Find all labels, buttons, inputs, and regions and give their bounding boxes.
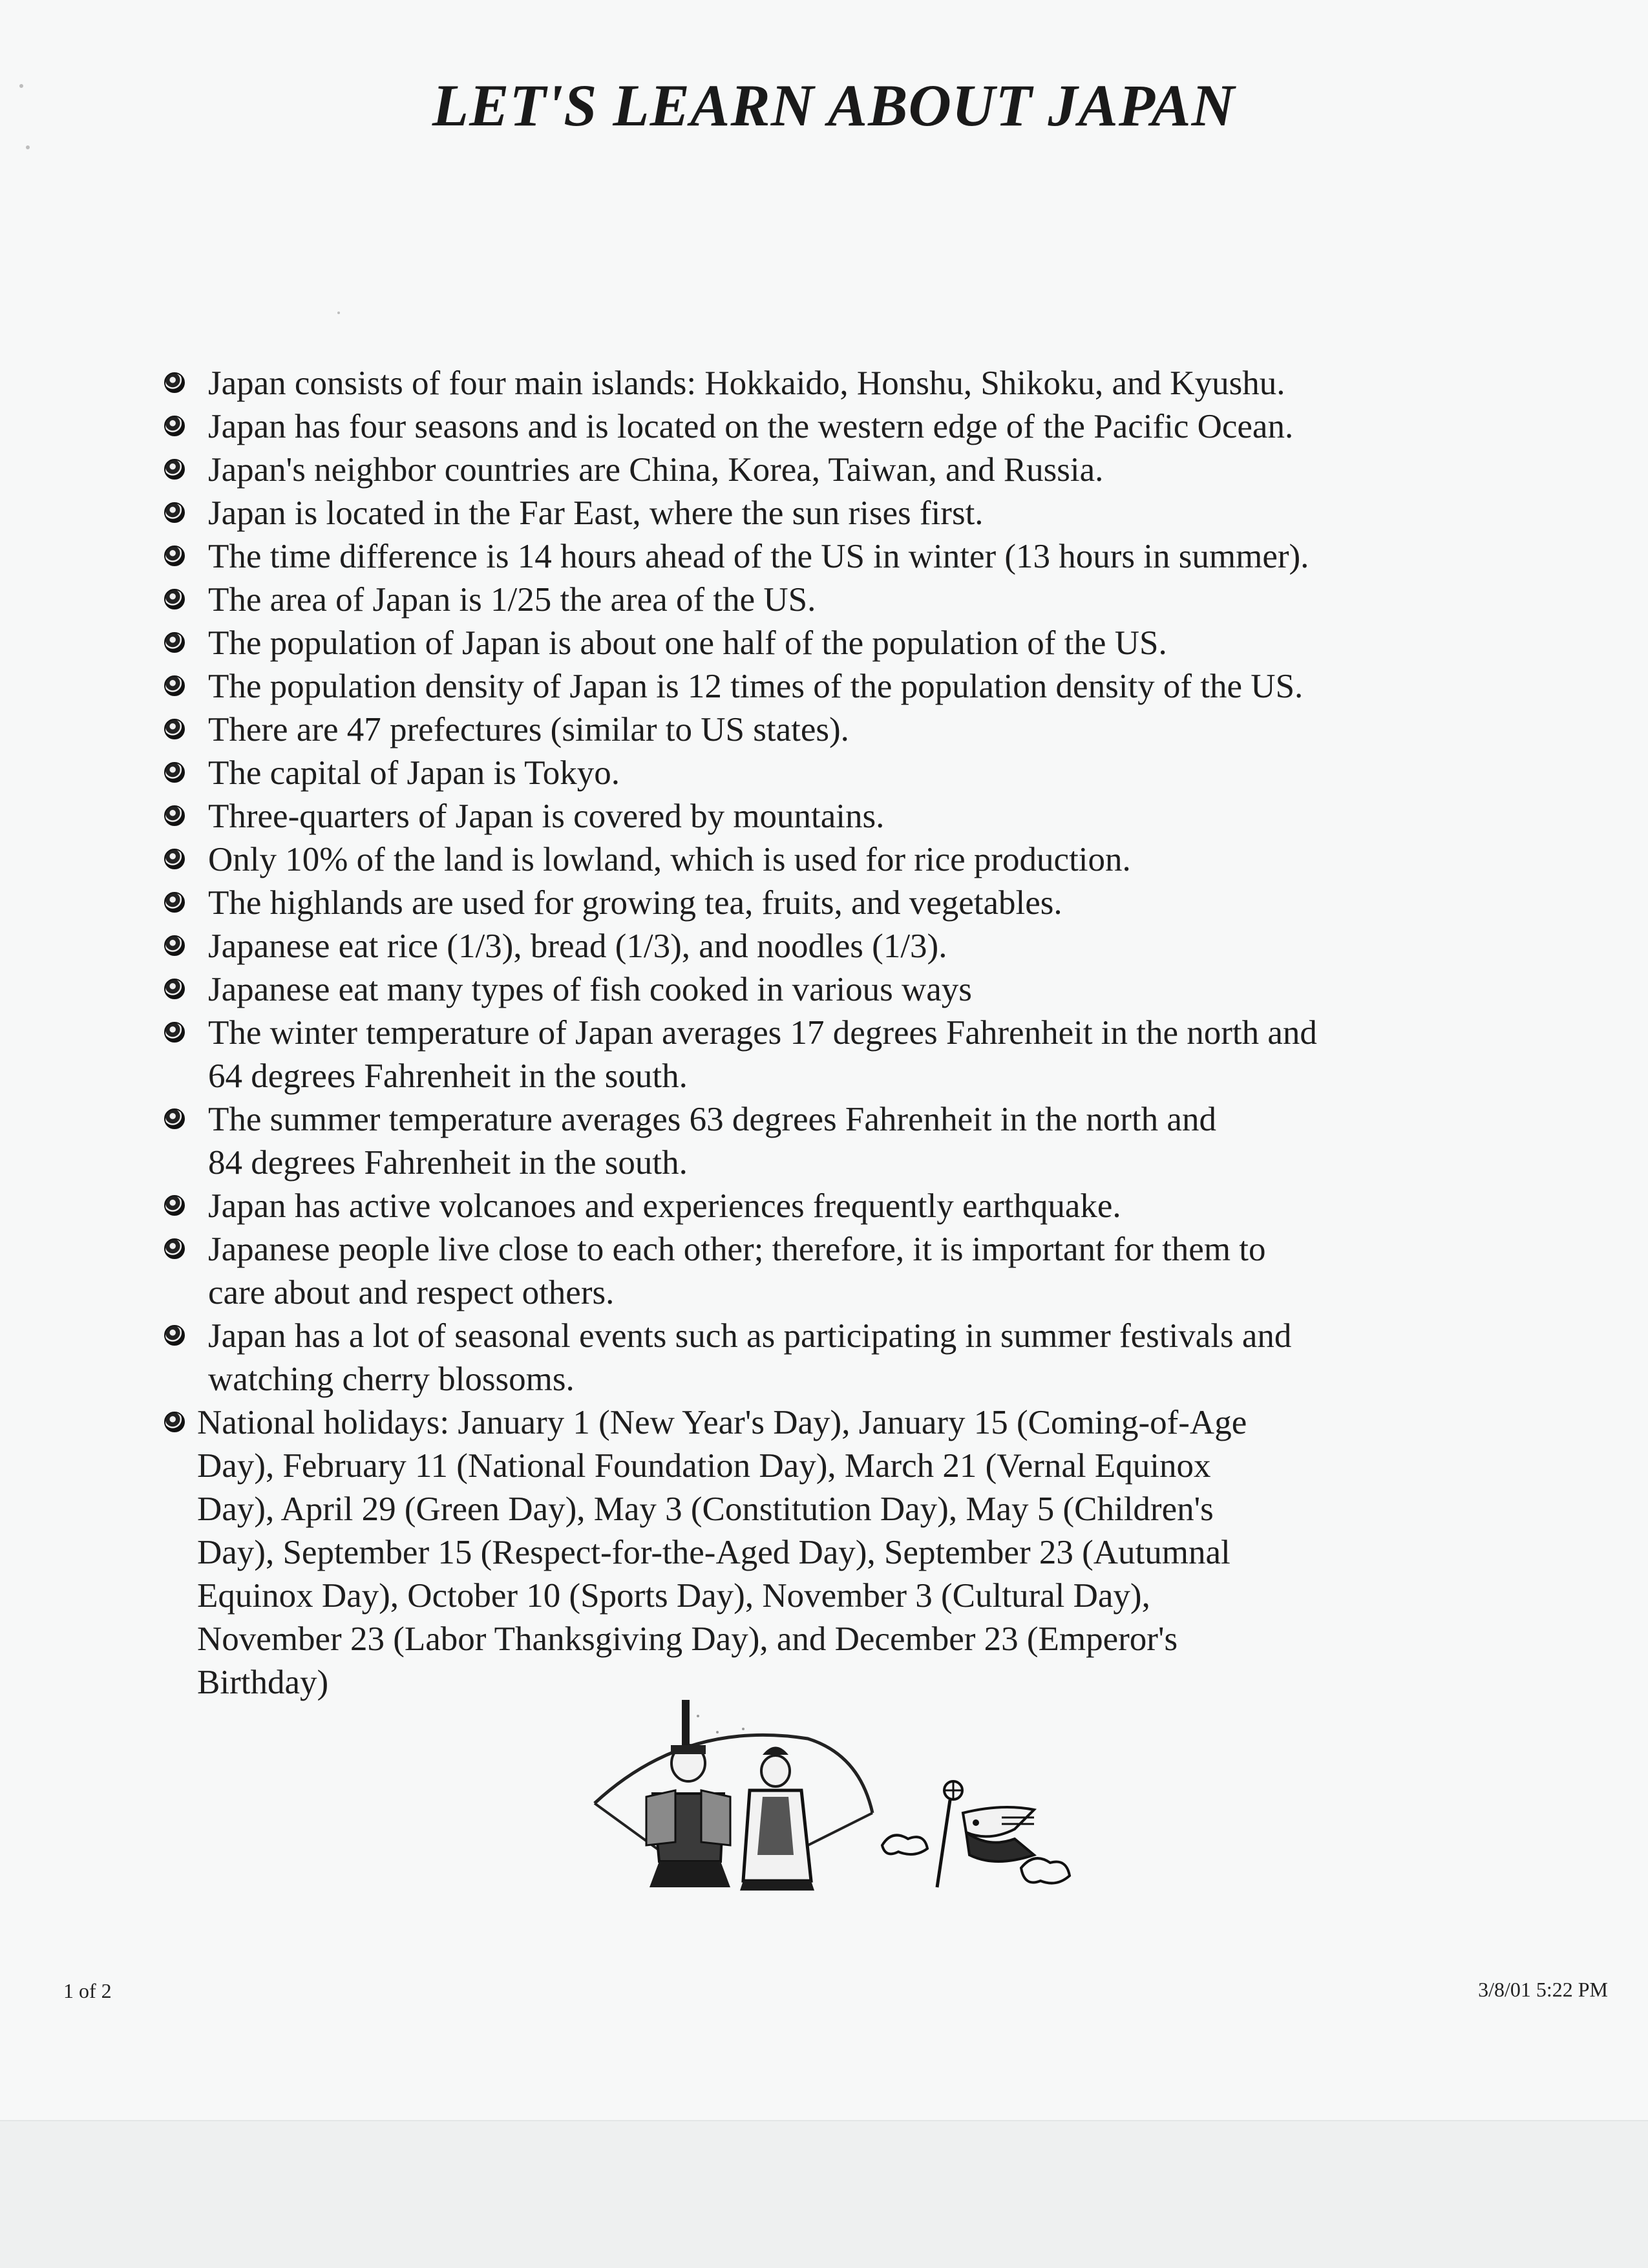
fact-text: The capital of Japan is Tokyo.: [208, 754, 620, 792]
globe-icon: [164, 459, 185, 480]
page-number: 1 of 2: [63, 1979, 112, 2002]
globe-icon: [164, 372, 185, 393]
fact-text: The population density of Japan is 12 times of the population density of the US.: [208, 668, 1304, 705]
globe-icon: [164, 416, 185, 436]
globe-icon: [164, 762, 185, 783]
list-item: [162, 449, 1454, 492]
fact-text: Japan has four seasons and is located on the western edge of the Pacific Ocean.: [208, 408, 1294, 445]
list-item: [162, 708, 1454, 752]
list-item: [162, 622, 1454, 665]
koinobori-carp-streamer-icon: [882, 1781, 1070, 1887]
fact-list: [162, 362, 1454, 1704]
fact-text: Japanese eat rice (1/3), bread (1/3), and noodles (1/3).: [208, 927, 947, 965]
globe-icon: [164, 805, 185, 826]
japanese-festival-illustration: [588, 1693, 1079, 1907]
globe-icon: [164, 849, 185, 869]
fact-text: The population of Japan is about one half of the population of the US.: [208, 624, 1167, 662]
print-timestamp: 3/8/01 5:22 PM: [1478, 1978, 1608, 2001]
fact-text: Japan is located in the Far East, where the sun rises first.: [208, 494, 984, 532]
globe-icon: [164, 675, 185, 696]
list-item: [162, 1315, 1454, 1401]
list-item: [162, 752, 1454, 795]
globe-icon: [164, 632, 185, 653]
globe-icon: [164, 1238, 185, 1259]
list-item: [162, 1228, 1454, 1315]
list-item: [162, 795, 1454, 838]
national-holidays-item: [162, 1401, 1454, 1704]
fact-text: Japan's neighbor countries are China, Korea, Taiwan, and Russia.: [208, 451, 1104, 489]
globe-icon: [164, 935, 185, 956]
globe-icon: [164, 502, 185, 523]
holidays-text: National holidays: January 1 (New Year's Day), January 15 (Coming-of-Age Day), February 11 (National Foundation Day), March 21 (Vernal Equinox Day), April 29 (Green Day), May 3 (Constitution Day), May 5 (Children's Day), September 15 (Respect-for-the-Aged Day), September 23 (Autumnal Equinox Day), October 10 (Sports Day), November 3 (Cultural Day), November 23 (Labor Thanksgiving Day), and December 23 (Emperor's Birthday): [197, 1404, 1247, 1701]
globe-icon: [164, 546, 185, 566]
globe-icon: [164, 1195, 185, 1216]
globe-icon: [164, 719, 185, 739]
globe-icon: [164, 1022, 185, 1043]
page-title: LET'S LEARN ABOUT JAPAN: [432, 72, 1236, 138]
list-item: [162, 1185, 1454, 1228]
list-item: [162, 925, 1454, 968]
globe-icon: [164, 1325, 185, 1346]
globe-icon: [164, 892, 185, 913]
list-item: [162, 968, 1454, 1012]
globe-icon: [164, 1412, 185, 1432]
fact-text: The area of Japan is 1/25 the area of the US.: [208, 581, 816, 619]
scan-background: [0, 2120, 1648, 2268]
fact-text: Japanese eat many types of fish cooked in various ways: [208, 971, 972, 1008]
paper-speck: [337, 312, 340, 314]
fact-text: The time difference is 14 hours ahead of the US in winter (13 hours in summer).: [208, 538, 1309, 575]
list-item: [162, 1012, 1454, 1098]
globe-icon: [164, 589, 185, 609]
globe-icon: [164, 979, 185, 999]
fact-text: Japan has a lot of seasonal events such as participating in summer festivals and watching cherry blossoms.: [208, 1317, 1292, 1398]
list-item: [162, 578, 1454, 622]
list-item: [162, 665, 1454, 708]
fact-text: Only 10% of the land is lowland, which is used for rice production.: [208, 841, 1131, 878]
list-item: [162, 362, 1454, 405]
list-item: [162, 1098, 1454, 1185]
hina-dolls-with-fan-icon: [595, 1700, 872, 1891]
fact-text: Three-quarters of Japan is covered by mountains.: [208, 798, 885, 835]
list-item: [162, 492, 1454, 535]
fact-text: The winter temperature of Japan averages 17 degrees Fahrenheit in the north and 64 degrees Fahrenheit in the south.: [208, 1014, 1317, 1095]
globe-icon: [164, 1108, 185, 1129]
paper-speck: [26, 145, 30, 149]
fact-text: Japan consists of four main islands: Hokkaido, Honshu, Shikoku, and Kyushu.: [208, 365, 1285, 402]
fact-text: Japanese people live close to each other; therefore, it is important for them to care about and respect others.: [208, 1231, 1266, 1311]
list-item: [162, 535, 1454, 578]
list-item: [162, 838, 1454, 882]
fact-text: Japan has active volcanoes and experiences frequently earthquake.: [208, 1187, 1121, 1225]
fact-text: The highlands are used for growing tea, fruits, and vegetables.: [208, 884, 1062, 922]
fact-text: There are 47 prefectures (similar to US states).: [208, 711, 849, 748]
list-item: [162, 405, 1454, 449]
list-item: [162, 882, 1454, 925]
fact-text: The summer temperature averages 63 degrees Fahrenheit in the north and 84 degrees Fahrenheit in the south.: [208, 1101, 1216, 1182]
